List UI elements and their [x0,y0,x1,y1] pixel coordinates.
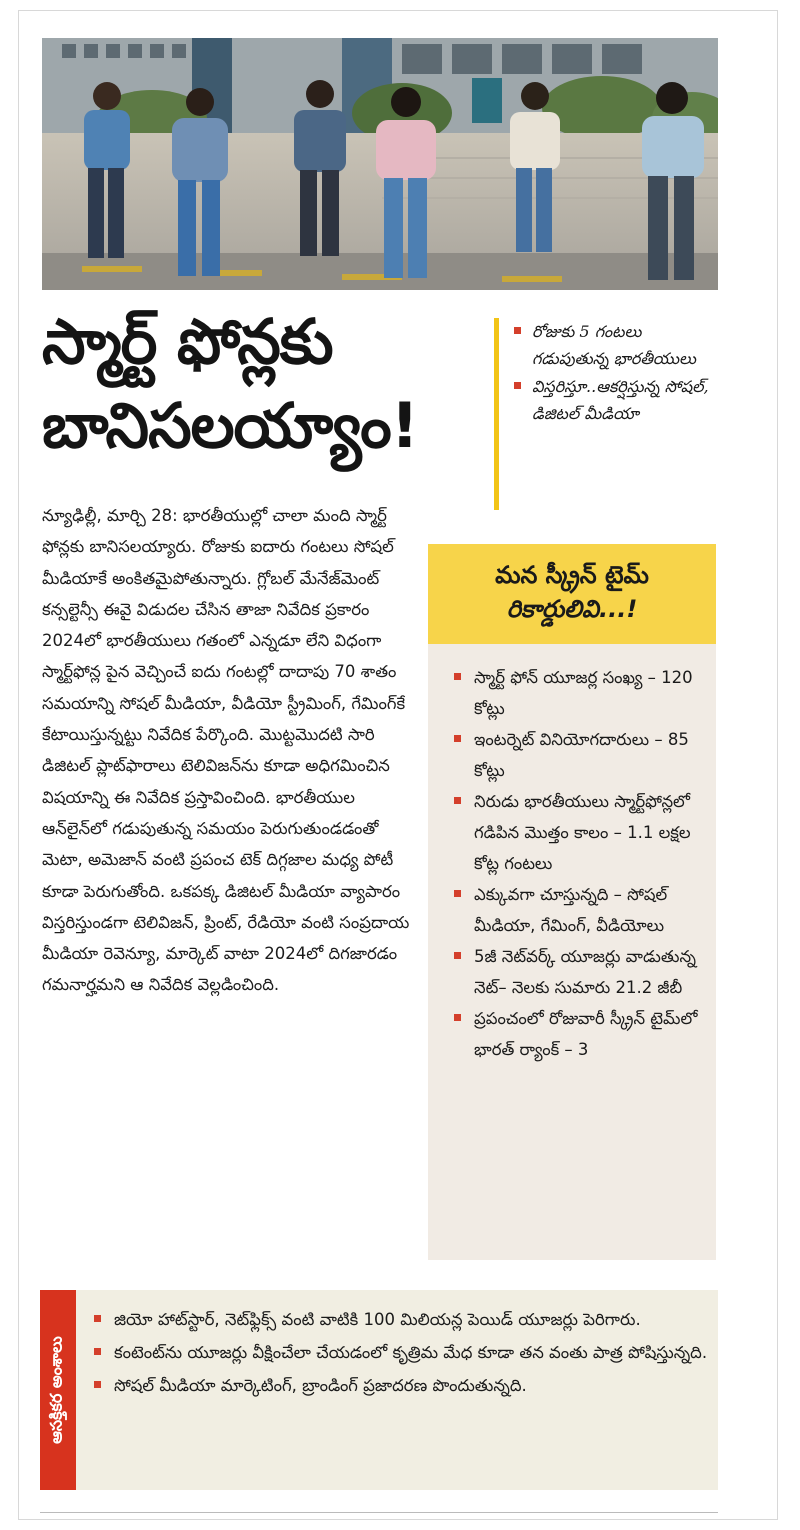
bullet-square-icon [454,797,461,804]
subhead-bullets [512,318,722,428]
stats-item: స్మార్ట్ ఫోన్ యూజర్ల సంఖ్య – 120 కోట్లు [452,662,706,724]
headline [42,300,492,468]
bullet-square-icon [454,890,461,897]
headline-line-2: బానిసలయ్యాం! [42,389,418,462]
highlights-list [92,1304,712,1403]
stats-item: ఎక్కువగా చూస్తున్నది – సోషల్ మీడియా, గేమింగ్, వీడియోలు [452,879,706,941]
bullet-square-icon [454,952,461,959]
bullet-square-icon [514,327,521,334]
bullet-square-icon [514,382,521,389]
news-photo [42,38,718,290]
highlights-tab [40,1290,76,1490]
stats-box [428,644,716,1260]
subhead-bullet: విస్తరిస్తూ..ఆకర్షిస్తున్న సోషల్, డిజిటల్ మీడియా [512,373,722,427]
bullet-square-icon [94,1315,101,1322]
bottom-divider [40,1512,718,1513]
bullet-square-icon [94,1348,101,1355]
bullet-square-icon [454,735,461,742]
article-paragraph: న్యూఢిల్లీ, మార్చి 28: భారతీయుల్లో చాలా మంది స్మార్ట్ ఫోన్లకు బానిసలయ్యారు. రోజుకు ఐదారు గంటలు సోషల్ మీడియాకే అంకితమైపోతున్నారు. గ్లోబల్ మేనేజ్‌మెంట్ కన్సల్టెన్సీ ఈవై విడుదల చేసిన తాజా నివేదిక ప్రకారం 2024లో భారతీయులు గతంలో ఎన్నడూ లేని విధంగా స్మార్ట్‌ఫోన్ల పైన వెచ్చించే ఐదు గంటల్లో దాదాపు 70 శాతం సమయాన్ని సోషల్ మీడియా, వీడియో స్ట్రీమింగ్, గేమింగ్‌కే కేటాయిస్తున్నట్టు నివేదిక పేర్కొంది. మొట్టమొదటి సారి డిజిటల్ ప్లాట్‌ఫారాలు టెలివిజన్‌ను కూడా అధిగమించిన విషయాన్ని ఈ నివేదిక ప్రస్తావించింది. భారతీయుల ఆన్‌లైన్‌లో గడుపుతున్న సమయం పెరుగుతుండడంతో మెటా, అమెజాన్ వంటి ప్రపంచ టెక్ దిగ్గజాల మధ్య పోటీ కూడా పెరుగుతోంది. ఒకపక్క డిజిటల్ మీడియా వ్యాపారం విస్తరిస్తుండగా టెలివిజన్, ప్రింట్, రేడియో వంటి సంప్రదాయ మీడియా రెవెన్యూ, మార్కెట్ వాటా 2024లో దిగజారడం గమనార్హమని ఆ నివేదిక వెల్లడించింది. [42,506,410,995]
bullet-square-icon [454,1014,461,1021]
stats-box-title-1: మన స్క్రీన్ టైమ్ [495,561,649,589]
stats-box-title-2: రికార్డులివి...! [506,595,638,623]
stats-item: 5జీ నెట్‌వర్క్ యూజర్లు వాడుతున్న నెట్– నెలకు సుమారు 21.2 జీబీ [452,941,706,1003]
article-body [42,500,420,1001]
stats-item: నిరుడు భారతీయులు స్మార్ట్‌ఫోన్లలో గడిపిన మొత్తం కాలం – 1.1 లక్షల కోట్ల గంటలు [452,786,706,879]
highlight-item: సోషల్ మీడియా మార్కెటింగ్, బ్రాండింగ్ ప్రజాదరణ పొందుతున్నది. [92,1370,712,1401]
headline-divider [494,318,499,510]
stats-list [452,662,706,1065]
stats-item: ఇంటర్నెట్ వినియోగదారులు – 85 కోట్లు [452,724,706,786]
bullet-square-icon [454,673,461,680]
bullet-square-icon [94,1381,101,1388]
stats-box-header [428,544,716,644]
subhead-bullet: రోజుకు 5 గంటలు గడుపుతున్న భారతీయులు [512,318,722,372]
highlights-tab-label: ఆసక్తికర అంశాలు [46,1336,66,1444]
stats-item: ప్రపంచంలో రోజువారీ స్క్రీన్ టైమ్‌లో భారత్ ర్యాంక్ – 3 [452,1003,706,1065]
headline-line-1: స్మార్ట్ ఫోన్లకు [42,305,333,378]
highlight-item: కంటెంట్‌ను యూజర్లు వీక్షించేలా చేయడంలో కృత్రిమ మేధ కూడా తన వంతు పాత్ర పోషిస్తున్నది. [92,1337,712,1368]
highlight-item: జియో హాట్‌స్టార్, నెట్‌ఫ్లిక్స్ వంటి వాటికి 100 మిలియన్ల పెయిడ్ యూజర్లు పెరిగారు. [92,1304,712,1335]
